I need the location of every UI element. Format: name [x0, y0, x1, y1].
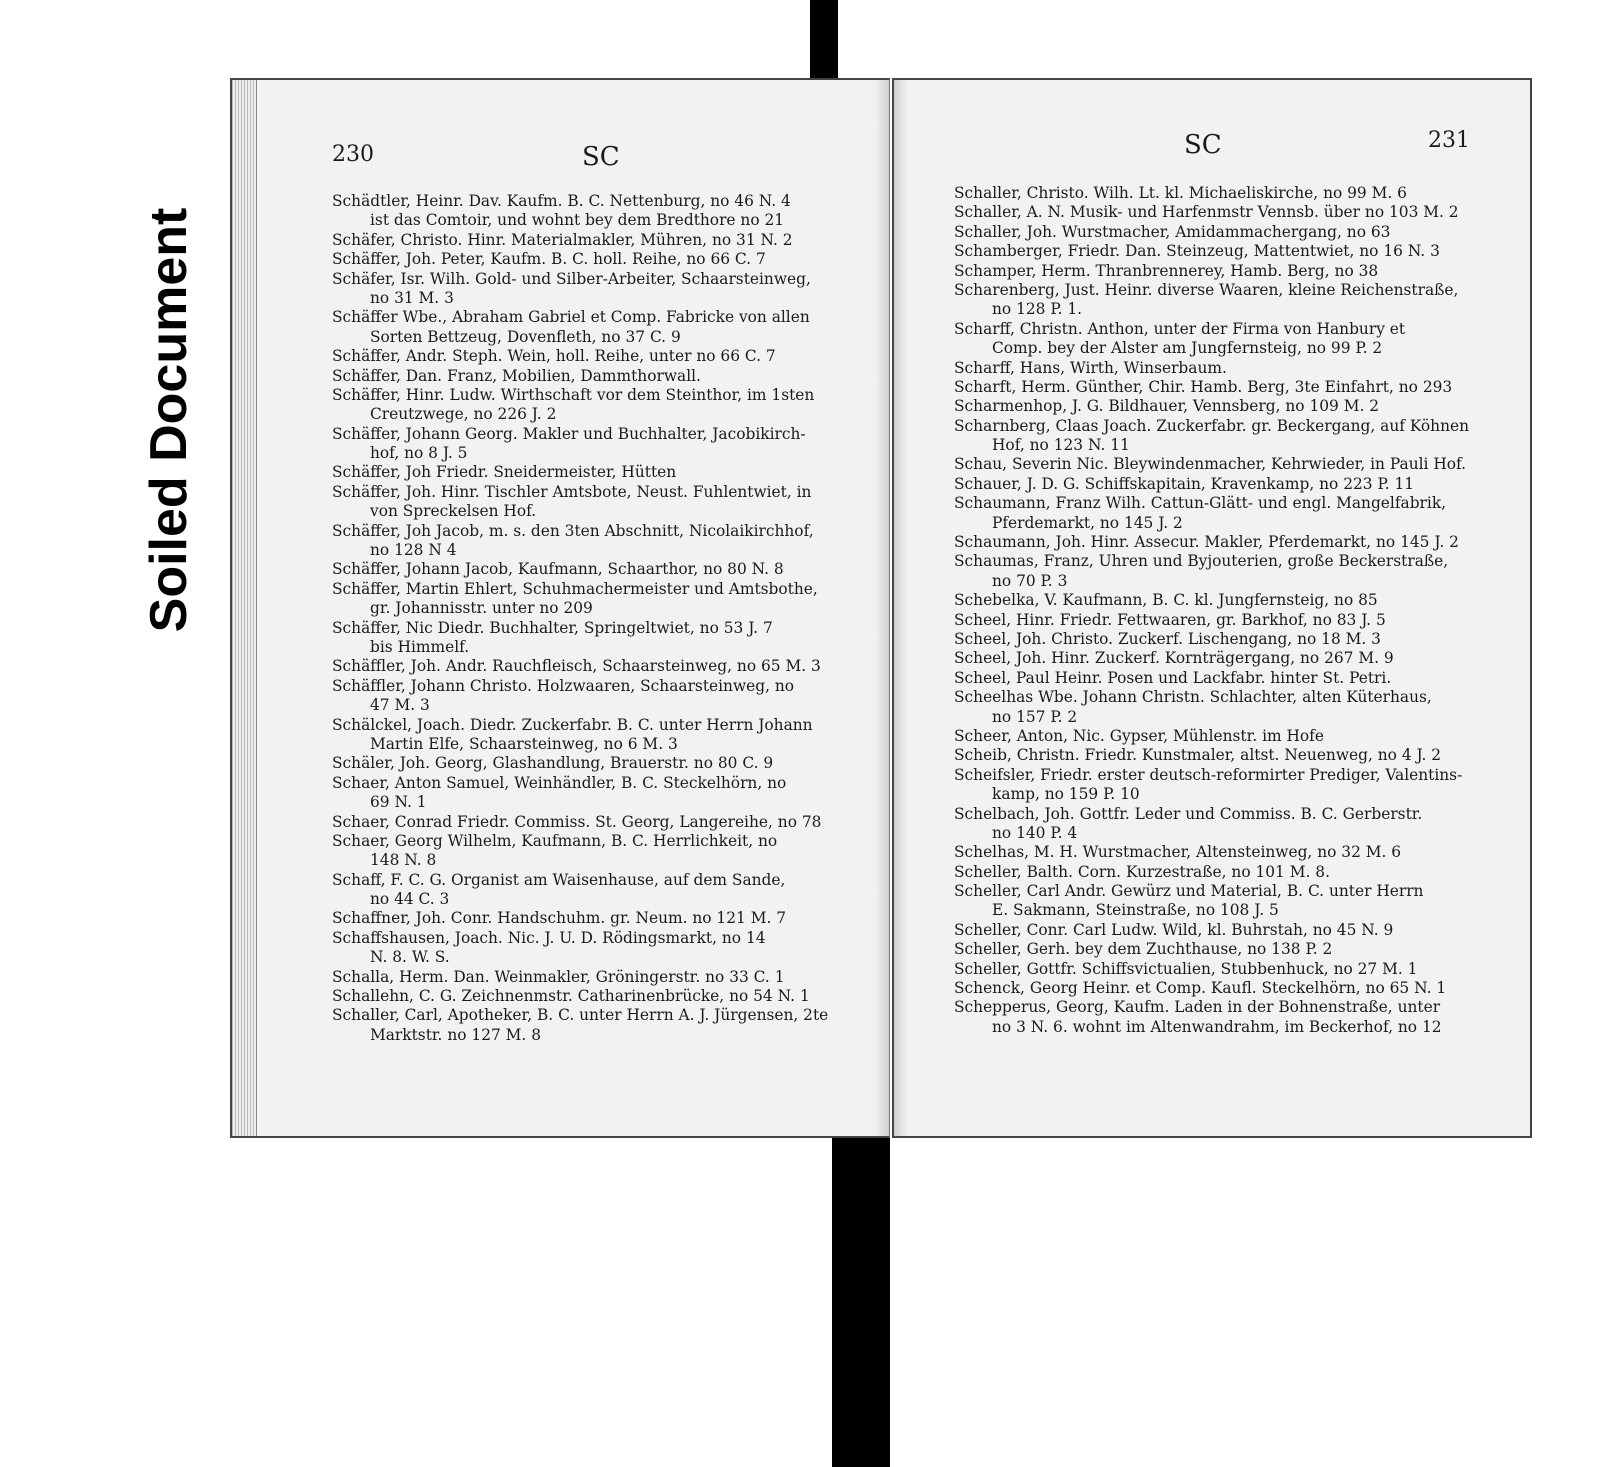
directory-entry-line: Schenck, Georg Heinr. et Comp. Kaufl. Steckelhörn, no 65 N. 1 [954, 979, 1447, 998]
directory-entry-line: Schäffer, Nic Diedr. Buchhalter, Springeltwiet, no 53 J. 7 [332, 618, 773, 637]
entry-continuation-line: von Spreckelsen Hof. [370, 502, 537, 521]
right-page-header: SC [1184, 130, 1222, 160]
directory-entry-line: Schaumann, Joh. Hinr. Assecur. Makler, Pferdemarkt, no 145 J. 2 [954, 533, 1459, 552]
left-page [230, 78, 890, 1138]
directory-entry-line: Schäffler, Joh. Andr. Rauchfleisch, Schaarsteinweg, no 65 M. 3 [332, 657, 821, 676]
stamp-label: Soiled Document [140, 207, 198, 633]
directory-entry-line: Schäffer, Andr. Steph. Wein, holl. Reihe, unter no 66 C. 7 [332, 347, 776, 366]
entry-continuation-line: Creutzwege, no 226 J. 2 [370, 405, 557, 424]
entry-continuation-line: bis Himmelf. [370, 637, 470, 656]
entry-continuation-line: no 3 N. 6. wohnt im Altenwandrahm, im Beckerhof, no 12 [992, 1017, 1442, 1036]
directory-entry-line: Schäffer, Johann Georg. Makler und Buchhalter, Jacobikirch- [332, 424, 806, 443]
entry-continuation-line: Hof, no 123 N. 11 [992, 436, 1130, 455]
directory-entry-line: Scheel, Joh. Hinr. Zuckerf. Kornträgergang, no 267 M. 9 [954, 649, 1394, 668]
binding-strap-top [810, 0, 838, 78]
entry-continuation-line: no 128 P. 1. [992, 300, 1083, 319]
entry-continuation-line: no 44 C. 3 [370, 890, 450, 909]
right-page-number: 231 [1428, 128, 1470, 153]
page-edge [232, 80, 257, 1136]
entry-continuation-line: gr. Johannisstr. unter no 209 [370, 599, 593, 618]
directory-entry-line: Scheel, Joh. Christo. Zuckerf. Lischengang, no 18 M. 3 [954, 629, 1381, 648]
directory-entry-line: Schauer, J. D. G. Schiffskapitain, Kravenkamp, no 223 P. 11 [954, 474, 1415, 493]
directory-entry-line: Scheller, Balth. Corn. Kurzestraße, no 101 M. 8. [954, 862, 1330, 881]
entry-continuation-line: kamp, no 159 P. 10 [992, 785, 1140, 804]
directory-entry-line: Schäler, Joh. Georg, Glashandlung, Brauerstr. no 80 C. 9 [332, 754, 774, 773]
directory-entry-line: Schäffer Wbe., Abraham Gabriel et Comp. Fabricke von allen [332, 308, 810, 327]
directory-entry-line: Scheelhas Wbe. Johann Christn. Schlachter, alten Küterhaus, [954, 688, 1432, 707]
entry-continuation-line: 148 N. 8 [370, 851, 437, 870]
directory-entry-line: Schaffner, Joh. Conr. Handschuhm. gr. Neum. no 121 M. 7 [332, 909, 787, 928]
directory-entry-line: Schaller, Joh. Wurstmacher, Amidammachergang, no 63 [954, 222, 1391, 241]
directory-entry-line: Schaller, Carl, Apotheker, B. C. unter Herrn A. J. Jürgensen, 2te [332, 1006, 829, 1025]
directory-entry-line: Scheel, Paul Heinr. Posen und Lackfabr. hinter St. Petri. [954, 668, 1392, 687]
directory-entry-line: Scheer, Anton, Nic. Gypser, Mühlenstr. im Hofe [954, 726, 1324, 745]
directory-entry-line: Schäffer, Martin Ehlert, Schuhmachermeister und Amtsbothe, [332, 579, 818, 598]
entry-continuation-line: no 31 M. 3 [370, 288, 454, 307]
binding-strap-bottom [832, 1138, 890, 1467]
directory-entry-line: Scheifsler, Friedr. erster deutsch-reformirter Prediger, Valentins- [954, 765, 1463, 784]
right-page [892, 78, 1532, 1138]
directory-entry-line: Scheller, Gottfr. Schiffsvictualien, Stubbenhuck, no 27 M. 1 [954, 959, 1418, 978]
entry-continuation-line: 69 N. 1 [370, 793, 427, 812]
directory-entry-line: Schamper, Herm. Thranbrennerey, Hamb. Berg, no 38 [954, 261, 1379, 280]
directory-entry-line: Schäffer, Joh Jacob, m. s. den 3ten Abschnitt, Nicolaikirchhof, [332, 521, 814, 540]
directory-entry-line: Schepperus, Georg, Kaufm. Laden in der Bohnenstraße, unter [954, 998, 1441, 1017]
directory-entry-line: Scheel, Hinr. Friedr. Fettwaaren, gr. Barkhof, no 83 J. 5 [954, 610, 1386, 629]
directory-entry-line: Schaer, Georg Wilhelm, Kaufmann, B. C. Herrlichkeit, no [332, 831, 778, 850]
directory-entry-line: Scharff, Christn. Anthon, unter der Firma von Hanbury et [954, 319, 1406, 338]
directory-entry-line: Schelhas, M. H. Wurstmacher, Altensteinweg, no 32 M. 6 [954, 843, 1402, 862]
directory-entry-line: Schäffler, Johann Christo. Holzwaaren, Schaarsteinweg, no [332, 676, 795, 695]
entry-continuation-line: 47 M. 3 [370, 696, 430, 715]
directory-entry-line: Scharft, Herm. Günther, Chir. Hamb. Berg, 3te Einfahrt, no 293 [954, 377, 1453, 396]
entry-continuation-line: no 140 P. 4 [992, 823, 1078, 842]
entry-continuation-line: ist das Comtoir, und wohnt bey dem Bredthore no 21 [370, 211, 785, 230]
directory-entry-line: Schäffer, Joh. Peter, Kaufm. B. C. holl. Reihe, no 66 C. 7 [332, 250, 766, 269]
directory-entry-line: Scheib, Christn. Friedr. Kunstmaler, altst. Neuenweg, no 4 J. 2 [954, 746, 1442, 765]
directory-entry-line: Scharenberg, Just. Heinr. diverse Waaren, kleine Reichenstraße, [954, 280, 1459, 299]
directory-entry-line: Scharnberg, Claas Joach. Zuckerfabr. gr. Beckergang, auf Köhnen [954, 416, 1470, 435]
directory-entry-line: Scheller, Carl Andr. Gewürz und Material, B. C. unter Herrn [954, 882, 1424, 901]
directory-entry-line: Schaller, Christo. Wilh. Lt. kl. Michaeliskirche, no 99 M. 6 [954, 184, 1407, 202]
left-page-header: SC [582, 142, 620, 172]
left-page-number: 230 [332, 142, 374, 167]
entry-continuation-line: E. Sakmann, Steinstraße, no 108 J. 5 [992, 901, 1279, 920]
directory-entry-line: Schaller, A. N. Musik- und Harfenmstr Vennsb. über no 103 M. 2 [954, 203, 1459, 222]
directory-entry-line: Schaff, F. C. G. Organist am Waisenhause, auf dem Sande, [332, 870, 786, 889]
directory-entry-line: Schäfer, Christo. Hinr. Materialmakler, Mühren, no 31 N. 2 [332, 230, 793, 249]
gutter-shadow [894, 80, 908, 1136]
entry-continuation-line: no 70 P. 3 [992, 571, 1068, 590]
entry-continuation-line: Marktstr. no 127 M. 8 [370, 1025, 542, 1044]
directory-entry-line: Schamberger, Friedr. Dan. Steinzeug, Mattentwiet, no 16 N. 3 [954, 242, 1440, 261]
entry-continuation-line: no 157 P. 2 [992, 707, 1078, 726]
directory-entry-line: Scheller, Gerh. bey dem Zuchthause, no 138 P. 2 [954, 940, 1333, 959]
directory-entry-line: Schälckel, Joach. Diedr. Zuckerfabr. B. C. unter Herrn Johann [332, 715, 813, 734]
entry-continuation-line: Martin Elfe, Schaarsteinweg, no 6 M. 3 [370, 734, 678, 753]
entry-continuation-line: Sorten Bettzeug, Dovenfleth, no 37 C. 9 [370, 327, 681, 346]
right-entries [954, 184, 1484, 1037]
directory-entry-line: Schaer, Anton Samuel, Weinhändler, B. C. Steckelhörn, no [332, 773, 787, 792]
directory-entry-line: Schelbach, Joh. Gottfr. Leder und Commiss. B. C. Gerberstr. [954, 804, 1423, 823]
entry-continuation-line: Pferdemarkt, no 145 J. 2 [992, 513, 1183, 532]
directory-entry-line: Schaer, Conrad Friedr. Commiss. St. Georg, Langereihe, no 78 [332, 812, 822, 831]
directory-entry-line: Schäffer, Johann Jacob, Kaufmann, Schaarthor, no 80 N. 8 [332, 560, 784, 579]
entry-continuation-line: Comp. bey der Alster am Jungfernsteig, no 99 P. 2 [992, 339, 1383, 358]
directory-entry-line: Scharff, Hans, Wirth, Winserbaum. [954, 358, 1227, 377]
gutter-shadow [875, 80, 889, 1136]
directory-entry-line: Schäffer, Hinr. Ludw. Wirthschaft vor dem Steinthor, im 1sten [332, 385, 815, 404]
directory-entry-line: Schalla, Herm. Dan. Weinmakler, Gröningerstr. no 33 C. 1 [332, 967, 785, 986]
directory-entry-line: Scheller, Conr. Carl Ludw. Wild, kl. Buhrstah, no 45 N. 9 [954, 920, 1394, 939]
directory-entry-line: Schau, Severin Nic. Bleywindenmacher, Kehrwieder, in Pauli Hof. [954, 455, 1467, 474]
left-entries [332, 192, 852, 1045]
directory-entry-line: Schäffer, Joh Friedr. Sneidermeister, Hütten [332, 463, 677, 482]
directory-entry-line: Scharmenhop, J. G. Bildhauer, Vennsberg, no 109 M. 2 [954, 397, 1380, 416]
entry-continuation-line: hof, no 8 J. 5 [370, 444, 468, 463]
directory-entry-line: Schädtler, Heinr. Dav. Kaufm. B. C. Nettenburg, no 46 N. 4 [332, 192, 791, 210]
directory-entry-line: Schebelka, V. Kaufmann, B. C. kl. Jungfernsteig, no 85 [954, 591, 1378, 610]
entry-continuation-line: N. 8. W. S. [370, 948, 450, 967]
directory-entry-line: Schäffer, Dan. Franz, Mobilien, Dammthorwall. [332, 366, 701, 385]
directory-entry-line: Schaumas, Franz, Uhren und Byjouterien, große Beckerstraße, [954, 552, 1449, 571]
directory-entry-line: Schäfer, Isr. Wilh. Gold- und Silber-Arbeiter, Schaarsteinweg, [332, 269, 811, 288]
directory-entry-line: Schallehn, C. G. Zeichnenmstr. Catharinenbrücke, no 54 N. 1 [332, 987, 810, 1006]
open-book [230, 68, 1532, 1148]
directory-entry-line: Schäffer, Joh. Hinr. Tischler Amtsbote, Neust. Fuhlentwiet, in [332, 482, 812, 501]
directory-entry-line: Schaumann, Franz Wilh. Cattun-Glätt- und engl. Mangelfabrik, [954, 494, 1447, 513]
entry-continuation-line: no 128 N 4 [370, 541, 457, 560]
directory-entry-line: Schaffshausen, Joach. Nic. J. U. D. Rödingsmarkt, no 14 [332, 928, 766, 947]
